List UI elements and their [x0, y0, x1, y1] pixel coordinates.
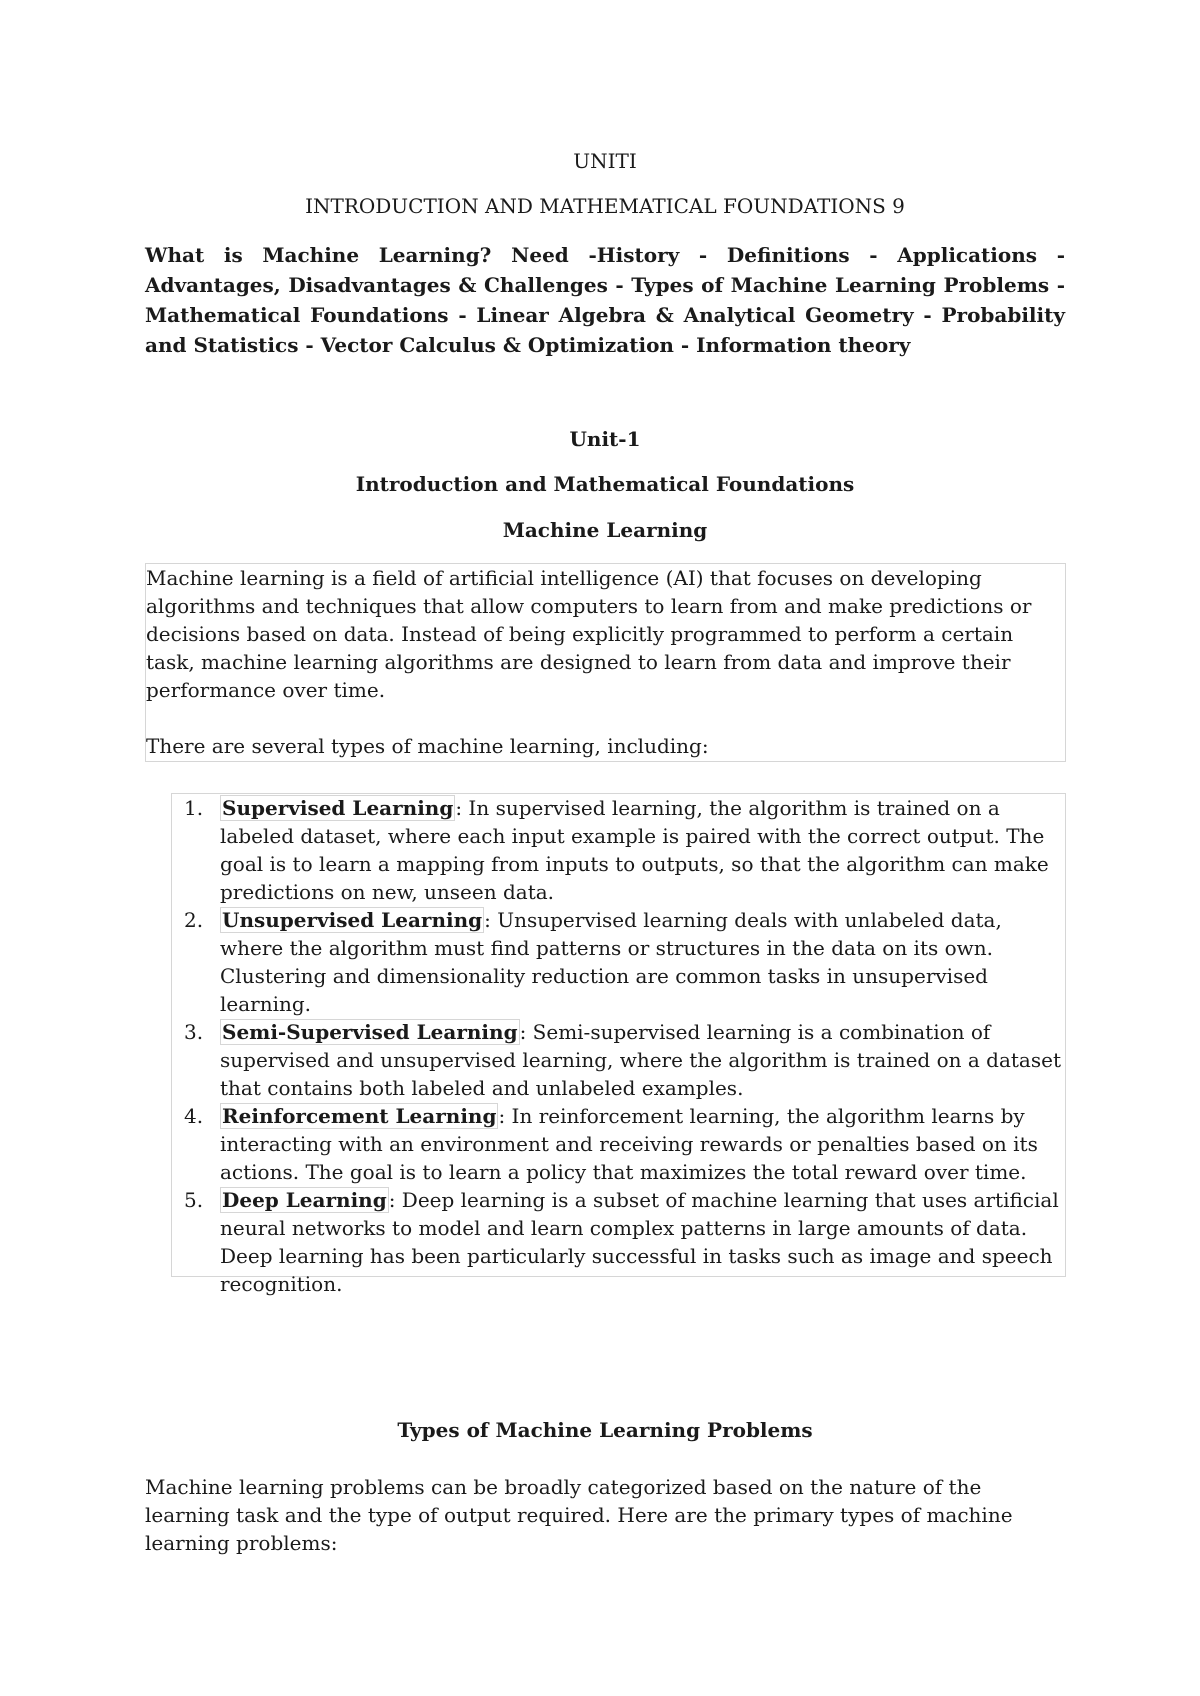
list-item	[172, 1018, 1065, 1102]
list-item-description: : Semi-supervised learning is a combination of supervised and unsupervised learning, where the algorithm is trained on a dataset that contains both labeled and unlabeled examples.	[220, 1020, 1061, 1100]
intro-paragraph: Machine learning is a field of artificial intelligence (AI) that focuses on developing algorithms and techniques that allow computers to learn from and make predictions or decisions based on data. Instead of being explicitly programmed to perform a certain task, machine learning algorithms are designed to learn from data and improve their performance over time.	[146, 566, 1032, 702]
list-item-number: 2.	[184, 908, 204, 932]
unit-heading: Unit-1	[569, 427, 641, 451]
list-item-number: 4.	[184, 1104, 204, 1128]
list-item-term: Unsupervised Learning	[222, 908, 483, 932]
section-title: Introduction and Mathematical Foundations	[355, 472, 855, 496]
problems-heading: Types of Machine Learning Problems	[397, 1418, 813, 1442]
list-item-number: 5.	[184, 1188, 204, 1212]
list-item-term: Deep Learning	[222, 1188, 387, 1212]
list-item-term: Supervised Learning	[222, 796, 454, 820]
list-item-term: Reinforcement Learning	[222, 1104, 497, 1128]
intro-text-box	[145, 563, 1066, 762]
unit-label: UNITI	[573, 149, 637, 173]
list-item	[172, 794, 1065, 906]
list-item	[172, 1186, 1065, 1298]
ml-types-list	[172, 794, 1065, 1298]
list-item-number: 3.	[184, 1020, 204, 1044]
list-item	[172, 906, 1065, 1018]
list-item-description: : Unsupervised learning deals with unlabeled data, where the algorithm must find patterns or structures in the data on its own. Clustering and dimensionality reduction are common tasks in unsupervised learning.	[220, 908, 1002, 1016]
list-item-description: : In reinforcement learning, the algorithm learns by interacting with an environment and receiving rewards or penalties based on its actions. The goal is to learn a policy that maximizes the total reward over time.	[220, 1104, 1038, 1184]
ml-types-list-box	[171, 793, 1066, 1296]
list-item-description: : Deep learning is a subset of machine learning that uses artificial neural networks to model and learn complex patterns in large amounts of data. Deep learning has been particularly successful in tasks such as image and speech recognition.	[220, 1188, 1059, 1296]
list-item	[172, 1102, 1065, 1186]
unit-title: INTRODUCTION AND MATHEMATICAL FOUNDATIONS 9	[305, 194, 905, 218]
intro-types-lead: There are several types of machine learning, including:	[146, 734, 709, 758]
list-item-description: : In supervised learning, the algorithm is trained on a labeled dataset, where each input example is paired with the correct output. The goal is to learn a mapping from inputs to outputs, so that the algorithm can make predictions on new, unseen data.	[220, 796, 1049, 904]
syllabus-topics: What is Machine Learning? Need -History - Definitions - Applications - Advantages, Disadvantages & Challenges - Types of Machine Learning Problems - Mathematical Foundations - Linear Algebra & Analytical Geometry - Probability and Statistics - Vector Calculus & Optimization - Information theory	[145, 243, 1065, 357]
section-subtitle: Machine Learning	[502, 518, 708, 542]
list-item-number: 1.	[184, 796, 204, 820]
list-item-term: Semi-Supervised Learning	[222, 1020, 518, 1044]
problems-paragraph: Machine learning problems can be broadly categorized based on the nature of the learning task and the type of output required. Here are the primary types of machine learning problems:	[145, 1475, 1013, 1555]
